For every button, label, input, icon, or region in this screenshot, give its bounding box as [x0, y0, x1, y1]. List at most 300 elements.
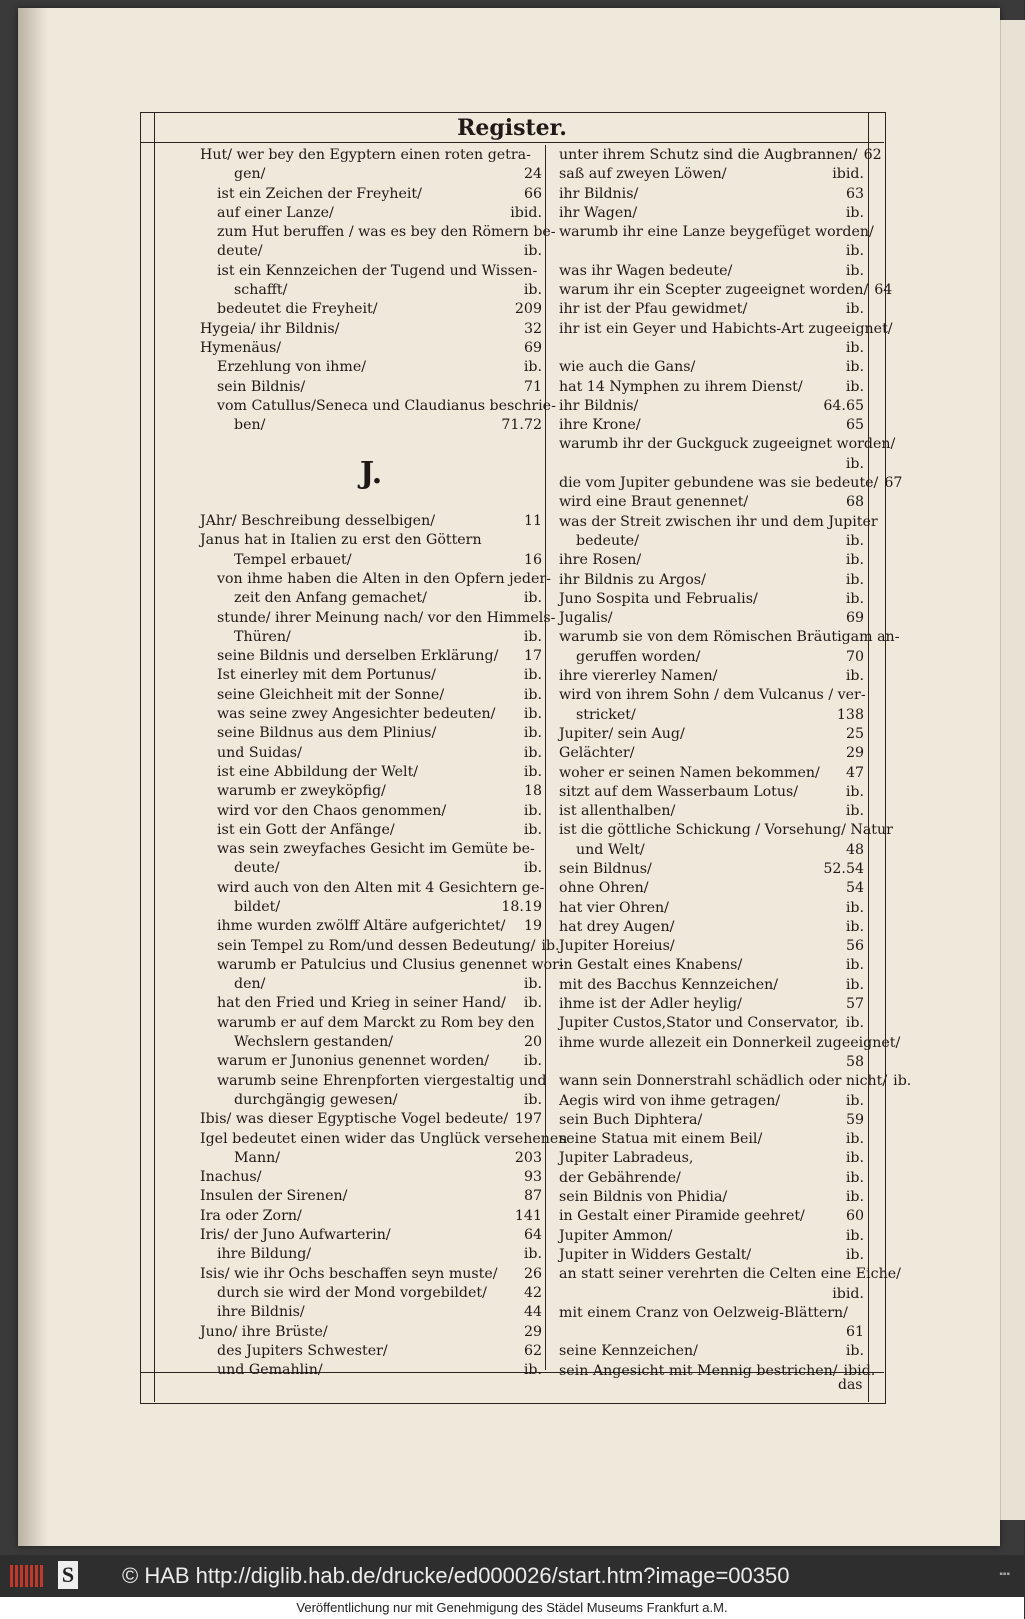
entry-text: mit einem Cranz von Oelzweig-Blättern/: [559, 1304, 848, 1321]
entry-text: was seine zwey Angesichter bedeuten/: [217, 706, 496, 723]
register-entry: [200, 686, 542, 705]
register-entry: [200, 628, 542, 647]
entry-text: sein Bildnis von Phidia/: [559, 1189, 728, 1206]
entry-text: ihre Bildung/: [217, 1246, 312, 1263]
register-entry: [559, 802, 864, 821]
entry-page-ref: ib.: [845, 359, 864, 376]
entry-page-ref: 57: [845, 996, 864, 1013]
entry-text: ihr Bildnis/: [559, 185, 639, 202]
entry-page-ref: 56: [845, 938, 864, 955]
entry-page-ref: ib.: [523, 1091, 542, 1108]
register-entry: [200, 493, 542, 512]
register-entry: [200, 1265, 542, 1284]
register-entry: [200, 416, 542, 435]
entry-text: Iris/ der Juno Aufwarterin/: [200, 1227, 391, 1244]
entry-text: bedeutet die Freyheit/: [217, 301, 378, 318]
register-entry: [200, 223, 556, 242]
viewer-footer: [0, 1555, 1024, 1597]
register-entry: [559, 628, 900, 647]
entry-text: von ihme haben die Alten in den Opfern jeder-: [217, 570, 551, 587]
entry-page-ref: 52.54: [823, 860, 864, 877]
register-entry: [559, 1323, 864, 1342]
register-entry: [559, 590, 864, 609]
entry-page-ref: ib.: [523, 686, 542, 703]
entry-text: seine Bildnus aus dem Plinius/: [217, 725, 437, 742]
entry-page-ref: ibid.: [843, 1362, 876, 1379]
entry-page-ref: 62: [863, 147, 882, 163]
entry-text: Hut/ wer bey den Egyptern einen roten getra-: [200, 147, 531, 163]
register-entry: [559, 821, 893, 840]
entry-text: sein Angesicht mit Mennig bestrichen/: [559, 1362, 838, 1379]
register-entry: [200, 666, 542, 685]
entry-page-ref: 87: [523, 1188, 542, 1205]
entry-text: ist allenthalben/: [559, 803, 676, 820]
entry-text: und Suidas/: [217, 744, 302, 761]
register-entry: [559, 493, 864, 512]
entry-page-ref: ib.: [845, 243, 864, 260]
entry-text: Hygeia/ ihr Bildnis/: [200, 320, 340, 337]
entry-page-ref: 69: [845, 610, 864, 627]
entry-page-ref: 20: [523, 1034, 542, 1051]
entry-text: gen/: [234, 166, 266, 183]
entry-text: Thüren/: [234, 628, 291, 645]
library-logo-icon: [10, 1565, 50, 1587]
entry-text: sein Bildnus/: [559, 860, 652, 877]
entry-text: ist ein Zeichen der Freyheit/: [217, 185, 422, 202]
register-entry: [559, 435, 896, 454]
register-entry: [200, 1361, 542, 1380]
entry-page-ref: 18.19: [501, 898, 542, 915]
entry-page-ref: ib.: [845, 590, 864, 607]
entry-page-ref: ib.: [523, 667, 542, 684]
entry-page-ref: 63: [845, 185, 864, 202]
entry-text: durchgängig gewesen/: [234, 1091, 398, 1108]
entry-page-ref: ib.: [523, 995, 542, 1012]
entry-text: was ihr Wagen bedeute/: [559, 262, 733, 279]
register-entry: [559, 1285, 864, 1304]
entry-text: Jupiter Ammon/: [559, 1227, 673, 1244]
entry-page-ref: 44: [523, 1304, 542, 1321]
register-entry: [200, 1168, 542, 1187]
register-entry: [200, 802, 542, 821]
register-entry: [200, 358, 542, 377]
register-entry: [559, 937, 864, 956]
register-entry: [559, 783, 864, 802]
register-entry: [200, 744, 542, 763]
register-entry: [559, 686, 864, 705]
entry-text: warum ihr ein Scepter zugeeignet worden/: [559, 282, 869, 299]
entry-page-ref: 54: [845, 880, 864, 897]
entry-page-ref: ib.: [845, 532, 864, 549]
entry-text: an statt seiner verehrten die Celten eine Eiche/: [559, 1266, 901, 1283]
register-entry: [559, 1130, 864, 1149]
register-entry: [559, 648, 864, 667]
entry-text: vom Catullus/Seneca und Claudianus beschrie-: [217, 397, 556, 414]
entry-text: ihme ist der Adler heylig/: [559, 996, 742, 1013]
register-entry: [559, 879, 864, 898]
register-entry: [559, 1169, 864, 1188]
entry-page-ref: [901, 1265, 907, 1284]
entry-text: und Gemahlin/: [217, 1362, 323, 1379]
register-left-column: [200, 146, 568, 1380]
entry-page-ref: [537, 262, 543, 281]
entry-page-ref: 138: [836, 706, 864, 723]
register-entry: [200, 724, 542, 743]
entry-text: warumb sie von dem Römischen Bräutigam an-: [559, 629, 900, 646]
entry-page-ref: [874, 223, 880, 242]
entry-page-ref: ib.: [845, 899, 864, 916]
entry-page-ref: 17: [523, 648, 542, 665]
entry-text: warumb er auf dem Marckt zu Rom bey den: [217, 1014, 535, 1031]
entry-page-ref: 24: [523, 166, 542, 183]
copyright-link[interactable]: © HAB http://diglib.hab.de/drucke/ed000026/start.htm?image=00350: [122, 1563, 790, 1588]
entry-page-ref: ib.: [845, 1015, 864, 1032]
entry-page-ref: ib.: [845, 262, 864, 279]
register-entry: [559, 1092, 864, 1111]
entry-page-ref: ib.: [541, 937, 560, 954]
entry-text: ihr Wagen/: [559, 204, 638, 221]
register-entry: [559, 358, 864, 377]
register-entry: [200, 956, 564, 975]
register-entry: [559, 1149, 864, 1168]
entry-text: ihre viererley Namen/: [559, 668, 718, 685]
entry-page-ref: ib.: [845, 378, 864, 395]
entry-text: warumb seine Ehrenpforten viergestaltig und: [217, 1072, 547, 1089]
entry-page-ref: 68: [845, 494, 864, 511]
entry-text: was sein zweyfaches Gesicht im Gemüte be-: [217, 841, 535, 858]
entry-text: in Gestalt eines Knabens/: [559, 957, 743, 974]
entry-text: hat 14 Nymphen zu ihrem Dienst/: [559, 378, 803, 395]
entry-text: geruffen worden/: [576, 648, 701, 665]
frame-rule-left: [154, 112, 155, 1402]
entry-text: woher er seinen Namen bekommen/: [559, 764, 820, 781]
register-entry: [200, 165, 542, 184]
register-entry: [200, 1130, 568, 1149]
entry-page-ref: ib.: [523, 725, 542, 742]
entry-text: Insulen der Sirenen/: [200, 1188, 348, 1205]
register-entry: [559, 706, 864, 725]
entry-text: und Welt/: [576, 841, 645, 858]
entry-text: ben/: [234, 417, 266, 434]
entry-text: ihre Rosen/: [559, 552, 642, 569]
entry-page-ref: ib.: [845, 571, 864, 588]
register-entry: [559, 397, 864, 416]
entry-page-ref: [900, 1034, 906, 1053]
entry-text: mit des Bacchus Kennzeichen/: [559, 976, 779, 993]
entry-page-ref: ib.: [845, 552, 864, 569]
entry-text: hat den Fried und Krieg in seiner Hand/: [217, 995, 506, 1012]
register-entry: [559, 1014, 864, 1033]
entry-text: hat vier Ohren/: [559, 899, 669, 916]
entry-text: bildet/: [234, 898, 281, 915]
register-entry: [200, 435, 542, 454]
register-entry: [559, 262, 864, 281]
entry-page-ref: 65: [845, 417, 864, 434]
entry-page-ref: ib.: [845, 204, 864, 221]
register-entry: [200, 705, 542, 724]
register-entry: [200, 1014, 542, 1033]
register-entry: [559, 609, 864, 628]
register-entry: [559, 1072, 912, 1091]
entry-page-ref: [878, 513, 884, 532]
register-entry: [559, 860, 864, 879]
entry-text: seine Bildnis und derselben Erklärung/: [217, 648, 499, 665]
entry-text: Hymenäus/: [200, 339, 282, 356]
entry-page-ref: ib.: [893, 1073, 912, 1090]
entry-page-ref: ib.: [523, 706, 542, 723]
entry-page-ref: 16: [523, 551, 542, 568]
frame-rule-top: [140, 142, 884, 143]
next-page-edge: [1000, 20, 1025, 1520]
page-title: Register.: [457, 115, 567, 141]
entry-text: Tempel erbauet/: [234, 551, 352, 568]
register-entry: [559, 165, 864, 184]
register-entry: [200, 1187, 542, 1206]
entry-page-ref: ib.: [523, 744, 542, 761]
register-entry: [559, 455, 864, 474]
entry-text: Jupiter Labradeus,: [559, 1150, 694, 1167]
entry-text: ist eine Abbildung der Welt/: [217, 763, 419, 780]
entry-text: wird vor den Chaos genommen/: [217, 802, 447, 819]
entry-page-ref: ib.: [523, 1362, 542, 1379]
entry-text: Juno Sospita und Februalis/: [559, 590, 758, 607]
spine-shadow: [18, 8, 48, 1546]
entry-text: Jugalis/: [559, 610, 613, 627]
entry-text: deute/: [217, 243, 263, 260]
entry-text: wie auch die Gans/: [559, 359, 696, 376]
entry-page-ref: ib.: [523, 1246, 542, 1263]
entry-page-ref: [866, 686, 872, 705]
register-entry: [559, 899, 864, 918]
register-entry: [559, 416, 864, 435]
entry-page-ref: [858, 1304, 864, 1323]
entry-text: Gelächter/: [559, 745, 635, 762]
entry-page-ref: 93: [523, 1169, 542, 1186]
entry-text: zum Hut beruffen / was es bey den Römern be-: [217, 224, 556, 241]
entry-text: Wechslern gestanden/: [234, 1034, 393, 1051]
entry-text: Ibis/ was dieser Egyptische Vogel bedeute/: [200, 1111, 509, 1128]
catchword: das: [838, 1377, 863, 1393]
entry-text: auf einer Lanze/: [217, 204, 334, 221]
entry-page-ref: ib.: [845, 803, 864, 820]
entry-page-ref: ib.: [845, 339, 864, 356]
entry-text: deute/: [234, 860, 280, 877]
entry-text: schafft/: [234, 282, 288, 299]
register-entry: [200, 937, 560, 956]
entry-page-ref: [551, 570, 557, 589]
column-divider: [545, 145, 546, 1370]
entry-page-ref: 47: [845, 764, 864, 781]
entry-text: Janus hat in Italien zu erst den Göttern: [200, 532, 482, 549]
entry-page-ref: 70: [845, 648, 864, 665]
register-entry: [200, 1226, 542, 1245]
entry-text: zeit den Anfang gemachet/: [234, 590, 427, 607]
register-entry: [559, 1111, 864, 1130]
entry-page-ref: ib.: [845, 301, 864, 318]
entry-text: unter ihrem Schutz sind die Augbrannen/: [559, 147, 858, 163]
register-entry: [559, 300, 864, 319]
register-entry: [200, 821, 542, 840]
entry-text: der Gebährende/: [559, 1169, 681, 1186]
entry-page-ref: [893, 821, 899, 840]
entry-page-ref: 32: [523, 320, 542, 337]
entry-page-ref: 203: [514, 1149, 542, 1166]
register-entry: [559, 995, 864, 1014]
register-entry: [559, 667, 864, 686]
entry-text: ihre Krone/: [559, 417, 641, 434]
register-entry: [559, 1227, 864, 1246]
register-entry: [559, 571, 864, 590]
entry-page-ref: ib.: [523, 763, 542, 780]
entry-page-ref: ib.: [523, 802, 542, 819]
entry-text: warumb ihr der Guckguck zugeeignet worden/: [559, 436, 896, 453]
entry-text: Jupiter/ sein Aug/: [559, 725, 685, 742]
entry-text: Aegis wird von ihme getragen/: [559, 1092, 781, 1109]
register-entry: [559, 841, 864, 860]
entry-text: seine Gleichheit mit der Sonne/: [217, 686, 445, 703]
entry-text: ist ein Gott der Anfänge/: [217, 821, 395, 838]
entry-page-ref: ib.: [845, 1131, 864, 1148]
entry-text: Ist einerley mit dem Portunus/: [217, 667, 436, 684]
entry-text: ohne Ohren/: [559, 880, 649, 897]
entry-text: ihme wurde allezeit ein Donnerkeil zugeeignet/: [559, 1034, 901, 1051]
register-entry: [200, 1342, 542, 1361]
entry-text: warumb er Patulcius und Clusius genennet wor-: [217, 956, 564, 973]
entry-text: ist die göttliche Schickung / Vorsehung/ Natur: [559, 822, 893, 839]
entry-text: Jupiter Custos,Stator und Conservator,: [559, 1015, 839, 1032]
entry-page-ref: ib.: [845, 1150, 864, 1167]
register-entry: [200, 262, 542, 281]
entry-page-ref: 64: [874, 282, 893, 299]
entry-text: Jupiter Horeius/: [559, 938, 675, 955]
register-entry: [200, 1072, 547, 1091]
entry-page-ref: ib.: [845, 1189, 864, 1206]
entry-page-ref: ib.: [845, 1343, 864, 1360]
entry-page-ref: ib.: [523, 860, 542, 877]
entry-text: Mann/: [234, 1149, 281, 1166]
entry-page-ref: ib.: [845, 1246, 864, 1263]
register-entry: [559, 146, 882, 165]
entry-page-ref: 29: [523, 1323, 542, 1340]
register-entry: [200, 1303, 542, 1322]
register-entry: [559, 1342, 864, 1361]
entry-page-ref: ib.: [523, 243, 542, 260]
register-entry: [200, 1052, 542, 1071]
entry-page-ref: [544, 879, 550, 898]
entry-page-ref: ib.: [523, 590, 542, 607]
frame-rule-right: [868, 112, 869, 1402]
entry-page-ref: ib.: [523, 976, 542, 993]
entry-text: was der Streit zwischen ihr und dem Jupiter: [559, 513, 878, 530]
register-entry: [200, 146, 542, 165]
entry-text: warumb ihr eine Lanze beygefüget worden/: [559, 224, 874, 241]
entry-page-ref: ibid.: [832, 166, 864, 183]
register-entry: [559, 918, 864, 937]
section-letter: J.: [359, 455, 383, 491]
entry-text: sein Bildnis/: [217, 378, 306, 395]
entry-page-ref: 58: [845, 1053, 864, 1070]
entry-page-ref: 59: [845, 1111, 864, 1128]
register-entry: [559, 764, 864, 783]
entry-page-ref: 19: [523, 918, 542, 935]
register-entry: [559, 185, 864, 204]
entry-text: JAhr/ Beschreibung desselbigen/: [200, 513, 435, 530]
publication-notice: Veröffentlichung nur mit Genehmigung des Städel Museums Frankfurt a.M.: [0, 1597, 1024, 1619]
entry-text: Jupiter in Widders Gestalt/: [559, 1246, 752, 1263]
register-entry: [200, 320, 542, 339]
entry-text: Ira oder Zorn/: [200, 1207, 302, 1224]
register-entry: [559, 1362, 876, 1381]
register-entry: [200, 1033, 542, 1052]
entry-page-ref: ibid.: [832, 1285, 864, 1302]
register-entry: [200, 879, 545, 898]
entry-text: sein Buch Diphtera/: [559, 1111, 703, 1128]
register-entry: [200, 531, 542, 550]
register-entry: [559, 1188, 864, 1207]
entry-page-ref: [536, 1014, 542, 1033]
entry-page-ref: ib.: [523, 359, 542, 376]
entry-page-ref: 62: [523, 1342, 542, 1359]
register-entry: [200, 378, 542, 397]
register-entry: [200, 1323, 542, 1342]
entry-page-ref: ib.: [523, 282, 542, 299]
register-entry: [559, 532, 864, 551]
entry-text: sein Tempel zu Rom/und dessen Bedeutung/: [217, 937, 536, 954]
register-entry: [200, 994, 542, 1013]
register-entry: [200, 782, 542, 801]
entry-text: wird eine Braut genennet/: [559, 494, 749, 511]
entry-text: Inachus/: [200, 1169, 262, 1186]
entry-text: sitzt auf dem Wasserbaum Lotus/: [559, 783, 799, 800]
entry-page-ref: 64.65: [823, 397, 864, 414]
entry-page-ref: 11: [523, 513, 542, 530]
entry-text: ihr ist ein Geyer und Habichts-Art zugeeignet/: [559, 320, 893, 337]
entry-text: seine Statua mit einem Beil/: [559, 1131, 763, 1148]
entry-page-ref: ib.: [845, 783, 864, 800]
entry-text: ihre Bildnis/: [217, 1304, 305, 1321]
register-entry: [200, 975, 542, 994]
register-entry: [559, 551, 864, 570]
entry-text: stricket/: [576, 706, 636, 723]
staedel-logo: S: [58, 1561, 78, 1589]
entry-page-ref: 71: [523, 378, 542, 395]
register-entry: [200, 1149, 542, 1168]
register-entry: [200, 763, 542, 782]
entry-page-ref: ib.: [845, 918, 864, 935]
register-entry: [559, 956, 864, 975]
entry-page-ref: [546, 1072, 552, 1091]
entry-text: saß auf zweyen Löwen/: [559, 166, 727, 183]
entry-page-ref: ib.: [845, 1169, 864, 1186]
register-entry: [200, 1110, 542, 1129]
entry-text: ihr Bildnis zu Argos/: [559, 571, 706, 588]
entry-text: des Jupiters Schwester/: [217, 1342, 388, 1359]
register-entry: [559, 725, 864, 744]
entry-page-ref: [895, 435, 901, 454]
register-entry: [559, 1246, 864, 1265]
register-entry: [559, 513, 878, 532]
register-entry: [200, 1284, 542, 1303]
entry-text: Igel bedeutet einen wider das Unglück versehenen: [200, 1130, 568, 1147]
entry-page-ref: 48: [845, 841, 864, 858]
register-entry: [559, 1034, 901, 1053]
entry-page-ref: ib.: [845, 1092, 864, 1109]
entry-page-ref: 29: [845, 745, 864, 762]
register-entry: [200, 917, 542, 936]
register-entry: [559, 378, 864, 397]
entry-page-ref: ib.: [845, 455, 864, 472]
entry-text: Erzehlung von ihme/: [217, 359, 367, 376]
